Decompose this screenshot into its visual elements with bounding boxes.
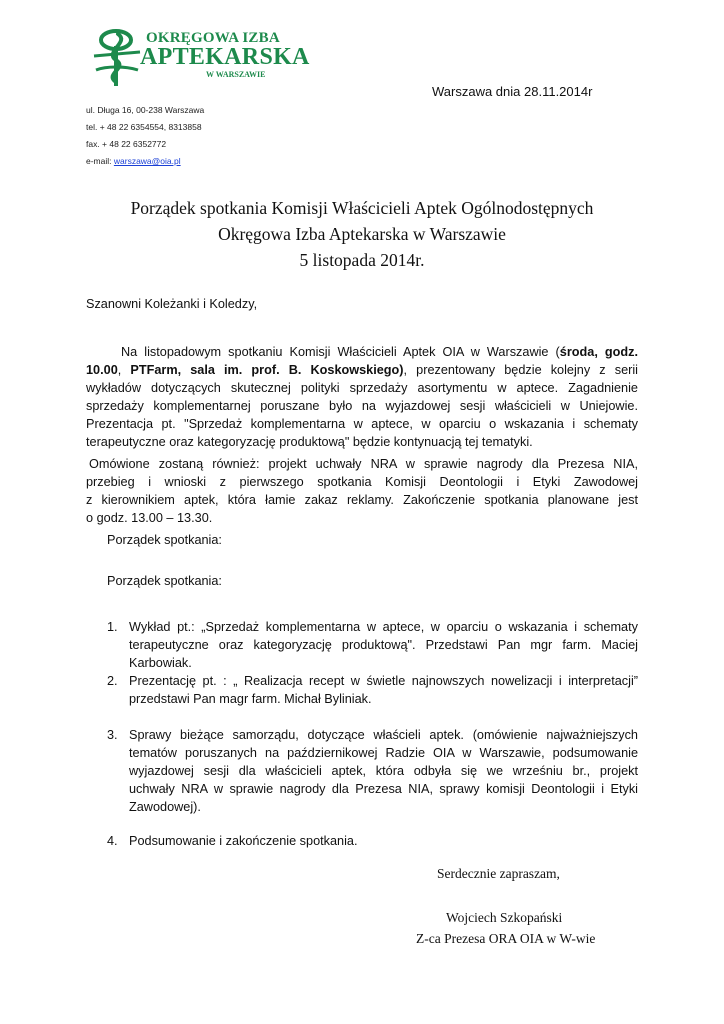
paragraph-2-line-2: przebieg i wnioski z pierwszego spotkania Komisji Deontologii i Etyki Zawodowej <box>86 475 638 489</box>
agenda-item-3-line-2: tematów poruszanych na październikowej Radzie OIA w Warszawie, podsumowanie <box>129 746 638 760</box>
p1-bold-day: środa, godz. <box>559 345 639 359</box>
chamber-logo <box>88 26 310 88</box>
paragraph-1-line-6: terapeutyczne oraz kategoryzację produktową" będzie kontynuacją tej tematyki. <box>86 435 533 449</box>
paragraph-1-line-3: wykładów dotyczących skutecznej polityki sprzedaży asortymentu w aptece. Zagadnienie <box>86 381 638 395</box>
agenda-item-1-line-1: Wykład pt.: „Sprzedaż komplementarna w aptece, w oparciu o wskazania i schematy <box>129 620 638 634</box>
p1-bold-venue: PTFarm, sala im. prof. B. Koskowskiego) <box>130 363 404 377</box>
agenda-item-2-line-1: Prezentację pt. : „ Realizacja recept w świetle najnowszych nowelizacji i interpretacji” <box>129 674 638 688</box>
logo-line-3: W WARSZAWIE <box>206 70 266 79</box>
agenda-item-3-line-5: Zawodowej). <box>129 800 201 814</box>
signatory-name: Wojciech Szkopański <box>446 910 563 925</box>
agenda-heading: Porządek spotkania: <box>107 533 222 547</box>
agenda-item-1-line-2: terapeutyczne oraz kategoryzację produktową". Przedstawi Pan mgr farm. Maciej <box>129 638 638 652</box>
letter-date: Warszawa dnia 28.11.2014r <box>432 84 593 99</box>
paragraph-2-line-1: Omówione zostaną również: projekt uchwały NRA w sprawie nagrody dla Prezesa NIA, <box>89 457 638 471</box>
p1-text-2: , prezentowany będzie kolejny z serii <box>403 363 638 377</box>
signatory-role: Z-ca Prezesa ORA OIA w W-wie <box>416 931 596 946</box>
agenda-item-3-line-4: uchwały NRA w sprawie nagrody dla Prezesa NIA, sprawy komisji Deontologii i Etyki <box>129 782 638 796</box>
agenda-item-4-number: 4. <box>107 834 118 848</box>
paragraph-2-line-4: o godz. 13.00 – 13.30. <box>86 511 213 525</box>
p1-comma: , <box>117 363 131 377</box>
agenda-item-3-number: 3. <box>107 728 118 742</box>
caduceus-snake-icon <box>88 26 148 88</box>
agenda-heading-repeat: Porządek spotkania: <box>107 574 222 588</box>
agenda-item-2-line-2: przedstawi Pan magr farm. Michał Byliniak. <box>129 692 372 706</box>
agenda-item-1-number: 1. <box>107 620 118 634</box>
email-label: e-mail: <box>86 156 114 166</box>
fax-line: fax. + 48 22 6352772 <box>86 139 167 149</box>
paragraph-1-line-1 <box>121 343 638 361</box>
phone-line: tel. + 48 22 6354554, 8313858 <box>86 122 202 132</box>
agenda-item-3-line-3: wyjazdowej sesji dla właścicieli aptek, która odbyła się we wrześniu br., projekt <box>129 764 638 778</box>
paragraph-1-line-4: sprzedaży komplementarnej poruszane było na wyjazdowej sesji właścicieli w Uniejowie. <box>86 399 638 413</box>
paragraph-1-line-5: Prezentacja pt. "Sprzedaż komplementarna w aptece, w oparciu o wskazania i schematy <box>86 417 638 431</box>
agenda-item-3-line-1: Sprawy bieżące samorządu, dotyczące właścieli aptek. (omówienie najważniejszych <box>129 728 638 742</box>
paragraph-1-line-2 <box>86 361 638 379</box>
email-link[interactable]: warszawa@oia.pl <box>113 156 181 166</box>
agenda-item-4-line-1: Podsumowanie i zakończenie spotkania. <box>129 834 358 848</box>
title-line-1: Porządek spotkania Komisji Właścicieli Aptek Ogólnodostępnych <box>130 198 594 218</box>
p1-bold-time: 10.00 <box>86 363 118 377</box>
p1-text: Na listopadowym spotkaniu Komisji Właścicieli Aptek OIA w Warszawie ( <box>121 345 560 359</box>
agenda-item-1-line-3: Karbowiak. <box>129 656 192 670</box>
greeting: Szanowni Koleżanki i Koledzy, <box>86 297 258 311</box>
logo-line-2: APTEKARSKA <box>140 44 310 70</box>
agenda-item-2-number: 2. <box>107 674 118 688</box>
paragraph-2-line-3: z kierownikiem aptek, która łamie zakaz reklamy. Zakończenie spotkania planowane jest <box>86 493 638 507</box>
title-line-2: Okręgowa Izba Aptekarska w Warszawie <box>218 224 506 244</box>
title-line-3: 5 listopada 2014r. <box>299 250 425 270</box>
address-line: ul. Długa 16, 00-238 Warszawa <box>86 105 205 115</box>
closing-invite: Serdecznie zapraszam, <box>437 866 560 881</box>
logo-line-1: OKRĘGOWA IZBA <box>146 30 280 46</box>
email-line <box>86 156 181 167</box>
